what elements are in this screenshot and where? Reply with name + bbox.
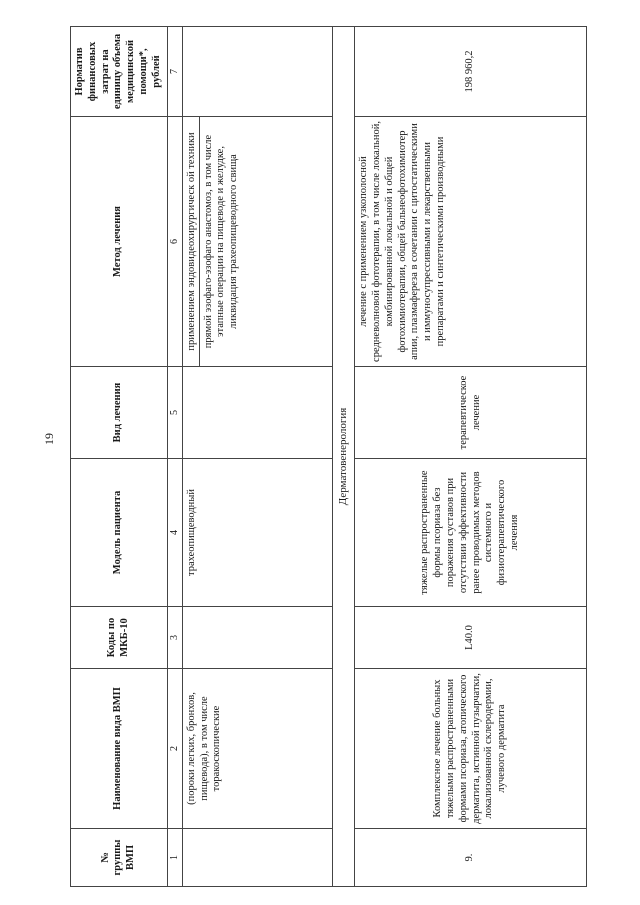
cell-method bbox=[182, 117, 332, 367]
cell-name: Комплексное лечение больных тяжелыми распространенными формами псориаза, атопического дерматита, истинной пузырчатки, локализованной склеродермии, лучевого дерматита bbox=[355, 669, 587, 829]
cell-code: L40.0 bbox=[355, 607, 587, 669]
header-treatment-type: Вид лечения bbox=[71, 367, 168, 459]
col-number: 6 bbox=[167, 117, 182, 367]
header-name: Наименование вида ВМП bbox=[71, 669, 168, 829]
col-number: 1 bbox=[167, 829, 182, 887]
column-number-row bbox=[167, 27, 182, 887]
cell-cost bbox=[182, 27, 332, 117]
header-cost: Норматив финансовых затрат на единицу объема медицинской помощи*, рублей bbox=[71, 27, 168, 117]
header-row bbox=[71, 27, 168, 887]
table-row bbox=[355, 27, 587, 887]
cell-cost: 198 960,2 bbox=[355, 27, 587, 117]
method-part-2: прямой эзофаго-эзофаго анастомоз, в том числе этапные операции на пищеводе и желудке, ликвидация трахеопищеводного свища bbox=[199, 117, 241, 366]
cell-treatment-type bbox=[182, 367, 332, 459]
header-code: Коды по МКБ-10 bbox=[71, 607, 168, 669]
header-group: № группы ВМП bbox=[71, 829, 168, 887]
section-row bbox=[332, 27, 354, 887]
vmp-table bbox=[70, 26, 587, 887]
cell-method: лечение с применением узкополосной средневолновой фототерапии, в том числе локальной, комбинированной локальной и общей фотохимиотерапии, общей бальнеофотохимиотер апии, плазмафереза в сочетании с цитостатическими и иммуносупрессивными и лекарственными препаратами и синтетическими производными bbox=[355, 117, 587, 367]
col-number: 7 bbox=[167, 27, 182, 117]
cell-name: (пороки легких, бронхов, пищевода), в том числе торакоскопические bbox=[182, 669, 332, 829]
section-title: Дерматовенерология bbox=[332, 27, 354, 887]
col-number: 3 bbox=[167, 607, 182, 669]
cell-model: тяжелые распространенные формы псориаза без поражения суставов при отсутствии эффективности ранее проводимых методов системного и физиотерапевтического лечения bbox=[355, 459, 587, 607]
method-part-1: применением эндовидеохирургическ ой техники bbox=[185, 132, 197, 351]
col-number: 2 bbox=[167, 669, 182, 829]
col-number: 5 bbox=[167, 367, 182, 459]
col-number: 4 bbox=[167, 459, 182, 607]
cell-model: трахеопищеводный bbox=[182, 459, 332, 607]
cell-group bbox=[182, 829, 332, 887]
header-model: Модель пациента bbox=[71, 459, 168, 607]
cell-treatment-type: терапевтическое лечение bbox=[355, 367, 587, 459]
page-number: 19 bbox=[42, 433, 56, 445]
continuation-row bbox=[182, 27, 332, 887]
cell-group: 9. bbox=[355, 829, 587, 887]
header-method: Метод лечения bbox=[71, 117, 168, 367]
cell-code bbox=[182, 607, 332, 669]
rotated-table-frame bbox=[70, 27, 612, 887]
